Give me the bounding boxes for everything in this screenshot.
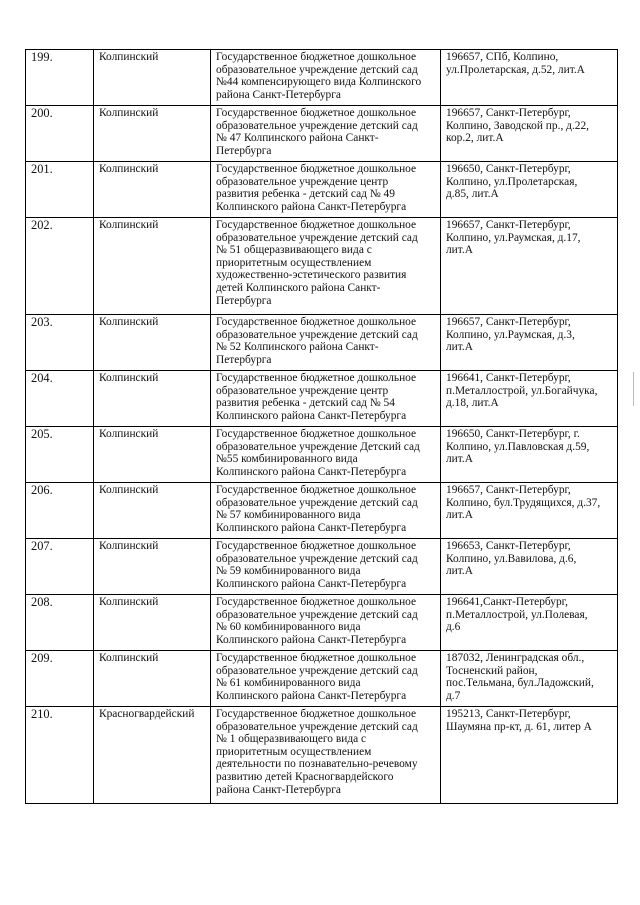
table-row: [26, 427, 618, 483]
institution-name-cell: Государственное бюджетное дошкольное образовательное учреждение детский сад № 47 Колпинского района Санкт- Петербурга: [211, 106, 441, 162]
row-number: 200.: [26, 106, 94, 162]
district-cell: Колпинский: [94, 162, 211, 218]
institutions-table: [25, 49, 618, 804]
row-number: 202.: [26, 218, 94, 315]
row-number: 207.: [26, 539, 94, 595]
institution-name-cell: Государственное бюджетное дошкольное образовательное учреждение детский сад № 52 Колпинского района Санкт- Петербурга: [211, 315, 441, 371]
institution-name-cell: Государственное бюджетное дошкольное образовательное учреждение Детский сад №55 комбинированного вида Колпинского района Санкт-Петербурга: [211, 427, 441, 483]
institution-name-cell: Государственное бюджетное дошкольное образовательное учреждение детский сад №44 компенсирующего вида Колпинского района Санкт-Петербурга: [211, 50, 441, 106]
address-cell: 196657, Санкт-Петербург, Колпино, Заводской пр., д.22, кор.2, лит.А: [441, 106, 618, 162]
district-cell: Колпинский: [94, 427, 211, 483]
address-cell: 196657, Санкт-Петербург, Колпино, бул.Трудящихся, д.37, лит.А: [441, 483, 618, 539]
table-row: [26, 162, 618, 218]
row-number: 205.: [26, 427, 94, 483]
address-cell: 196650, Санкт-Петербург, Колпино, ул.Пролетарская, д.85, лит.А: [441, 162, 618, 218]
district-cell: Колпинский: [94, 651, 211, 707]
address-cell: 196641, Санкт-Петербург, п.Металлострой, ул.Богайчука, д.18, лит.А: [441, 371, 618, 427]
table-row: [26, 539, 618, 595]
address-cell: 195213, Санкт-Петербург, Шаумяна пр-кт, д. 61, литер А: [441, 707, 618, 804]
district-cell: Колпинский: [94, 218, 211, 315]
address-cell: 196657, Санкт-Петербург, Колпино, ул.Раумская, д.17, лит.А: [441, 218, 618, 315]
district-cell: Колпинский: [94, 539, 211, 595]
row-number: 210.: [26, 707, 94, 804]
row-number: 199.: [26, 50, 94, 106]
institution-name-cell: Государственное бюджетное дошкольное образовательное учреждение детский сад № 61 комбинированного вида Колпинского района Санкт-Петербурга: [211, 651, 441, 707]
institution-name-cell: Государственное бюджетное дошкольное образовательное учреждение детский сад № 1 общеразвивающего вида с приоритетным осуществлением деятельности по познавательно-речевому развитию детей Красногвардейского района Санкт-Петербурга: [211, 707, 441, 804]
row-number: 209.: [26, 651, 94, 707]
table-row: [26, 218, 618, 315]
address-cell: 187032, Ленинградская обл., Тосненский район, пос.Тельмана, бул.Ладожский, д.7: [441, 651, 618, 707]
district-cell: Колпинский: [94, 106, 211, 162]
institution-name-cell: Государственное бюджетное дошкольное образовательное учреждение центр развития ребенка - детский сад № 49 Колпинского района Санкт-Петербурга: [211, 162, 441, 218]
row-number: 206.: [26, 483, 94, 539]
address-cell: 196657, Санкт-Петербург, Колпино, ул.Раумская, д.3, лит.А: [441, 315, 618, 371]
table-row: [26, 595, 618, 651]
table-row: [26, 371, 618, 427]
address-cell: 196653, Санкт-Петербург, Колпино, ул.Вавилова, д.6, лит.А: [441, 539, 618, 595]
row-number: 208.: [26, 595, 94, 651]
district-cell: Колпинский: [94, 595, 211, 651]
table-row: [26, 315, 618, 371]
table-row: [26, 651, 618, 707]
row-number: 201.: [26, 162, 94, 218]
row-number: 204.: [26, 371, 94, 427]
institution-name-cell: Государственное бюджетное дошкольное образовательное учреждение центр развития ребенка - детский сад № 54 Колпинского района Санкт-Петербурга: [211, 371, 441, 427]
district-cell: Колпинский: [94, 371, 211, 427]
table-row: [26, 707, 618, 804]
address-cell: 196650, Санкт-Петербург, г. Колпино, ул.Павловская д.59, лит.А: [441, 427, 618, 483]
district-cell: Красногвардейский: [94, 707, 211, 804]
table-row: [26, 106, 618, 162]
district-cell: Колпинский: [94, 50, 211, 106]
district-cell: Колпинский: [94, 483, 211, 539]
institution-name-cell: Государственное бюджетное дошкольное образовательное учреждение детский сад № 60 комбинированного вида Колпинского района Санкт-Петербурга: [211, 595, 441, 651]
address-cell: 196641,Санкт-Петербург, п.Металлострой, ул.Полевая, д.6: [441, 595, 618, 651]
table-row: [26, 50, 618, 106]
institution-name-cell: Государственное бюджетное дошкольное образовательное учреждение детский сад № 57 комбинированного вида Колпинского района Санкт-Петербурга: [211, 483, 441, 539]
table-row: [26, 483, 618, 539]
district-cell: Колпинский: [94, 315, 211, 371]
institution-name-cell: Государственное бюджетное дошкольное образовательное учреждение детский сад № 59 комбинированного вида Колпинского района Санкт-Петербурга: [211, 539, 441, 595]
row-number: 203.: [26, 315, 94, 371]
margin-mark: [633, 372, 638, 406]
address-cell: 196657, СПб, Колпино, ул.Пролетарская, д.52, лит.А: [441, 50, 618, 106]
institution-name-cell: Государственное бюджетное дошкольное образовательное учреждение детский сад № 51 общеразвивающего вида с приоритетным осуществлением художественно-эстетического развития детей Колпинского района Санкт- Петербурга: [211, 218, 441, 315]
